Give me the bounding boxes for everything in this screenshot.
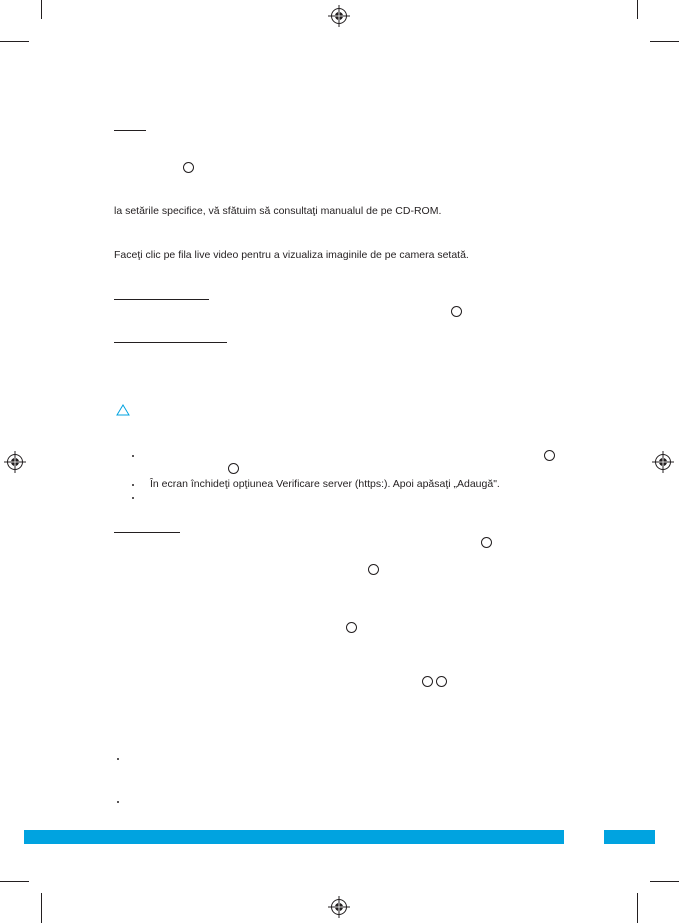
figure-reference-circle-icon: [228, 463, 239, 474]
crop-mark: [637, 893, 638, 923]
heading-underline: [114, 299, 209, 300]
heading-underline: [114, 130, 146, 131]
heading-underline: [114, 532, 180, 533]
paragraph-live-video: Faceţi clic pe fila live video pentru a vizualiza imaginile de pe camera setată.: [114, 249, 469, 261]
figure-reference-circle-icon: [368, 564, 379, 575]
paragraph-specific-settings: la setările specifice, vă sfătuim să consultaţi manualul de pe CD-ROM.: [114, 205, 442, 217]
crop-mark: [650, 881, 679, 882]
crop-mark: [650, 41, 679, 42]
figure-reference-circle-icon: [183, 162, 194, 173]
list-item-close-option: În ecran închideţi opţiunea Verificare server (https:). Apoi apăsaţi „Adaugă".: [150, 478, 500, 490]
crop-mark: [41, 893, 42, 923]
list-bullet: [117, 801, 119, 803]
registration-mark-icon: [4, 451, 26, 473]
list-bullet: [132, 497, 134, 499]
list-bullet: [132, 484, 134, 486]
heading-underline: [114, 342, 227, 343]
list-bullet: [117, 758, 119, 760]
figure-reference-circle-icon: [481, 537, 492, 548]
figure-reference-circle-icon: [346, 622, 357, 633]
footer-page-number-tab: [604, 830, 655, 844]
registration-mark-icon: [652, 451, 674, 473]
figure-reference-circle-icon: [422, 676, 433, 687]
figure-reference-circle-icon: [451, 306, 462, 317]
crop-mark: [637, 0, 638, 19]
crop-mark: [41, 0, 42, 19]
crop-mark: [0, 881, 29, 882]
crop-mark: [0, 41, 29, 42]
footer-accent-bar: [24, 830, 564, 844]
figure-reference-circle-icon: [544, 450, 555, 461]
registration-mark-icon: [328, 896, 350, 918]
list-bullet: [132, 455, 134, 457]
warning-triangle-icon: [116, 404, 130, 416]
registration-mark-icon: [328, 5, 350, 27]
figure-reference-circle-icon: [436, 676, 447, 687]
